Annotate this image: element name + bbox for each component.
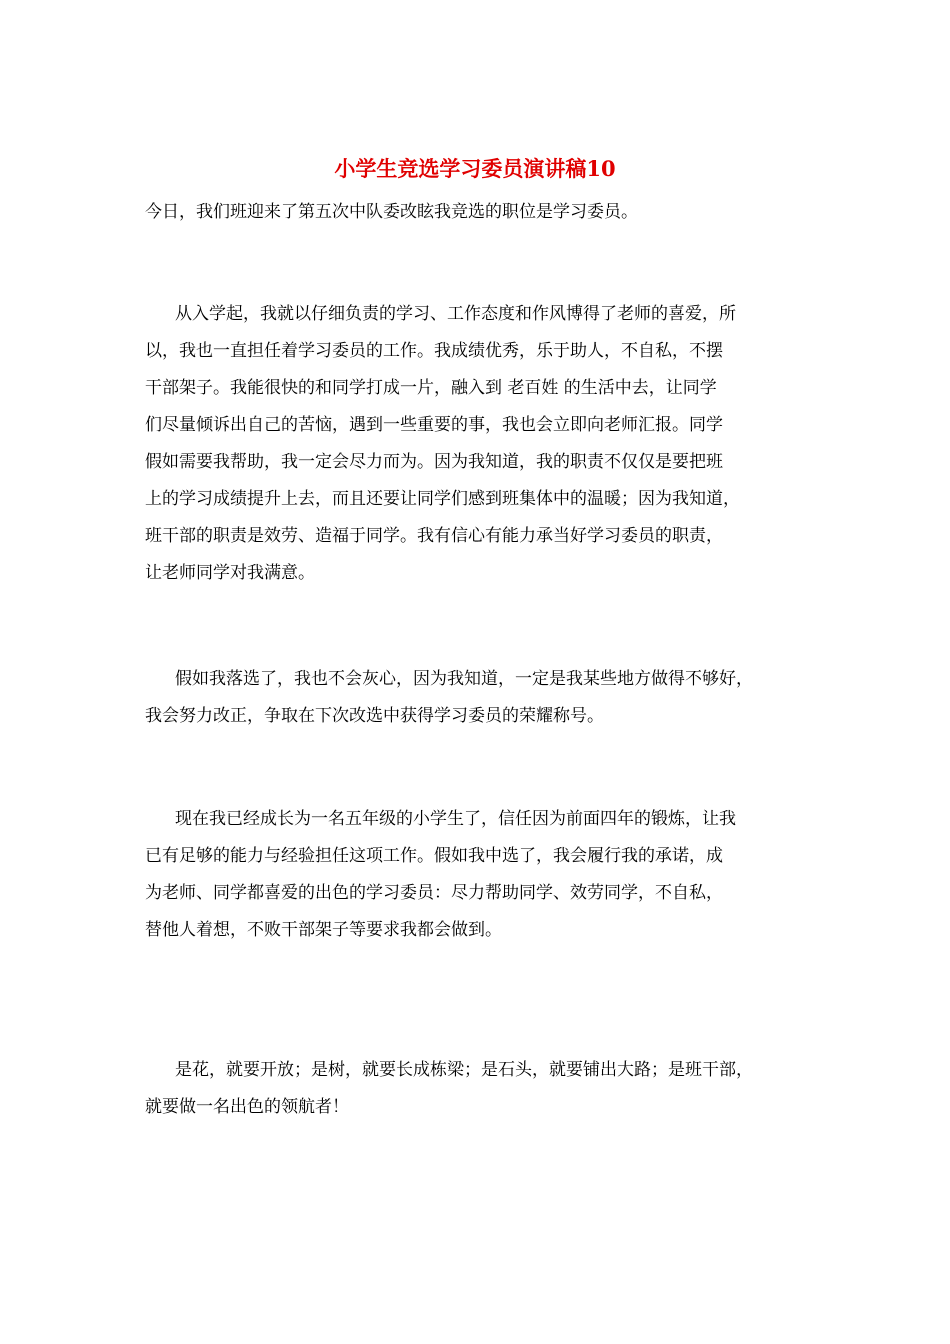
paragraph-1-line-5: 假如需要我帮助，我一定会尽力而为。因为我知道，我的职责不仅仅是要把班 xyxy=(145,452,723,472)
paragraph-3-line-4: 替他人着想，不败干部架子等要求我都会做到。 xyxy=(145,920,502,940)
paragraph-1-line-2: 以，我也一直担任着学习委员的工作。我成绩优秀，乐于助人，不自私，不摆 xyxy=(145,341,723,361)
paragraph-2-line-1: 假如我落选了，我也不会灰心，因为我知道，一定是我某些地方做得不够好， xyxy=(175,669,753,689)
intro-line: 今日，我们班迎来了第五次中队委改眩我竞选的职位是学习委员。 xyxy=(145,202,638,222)
paragraph-1-line-6: 上的学习成绩提升上去，而且还要让同学们感到班集体中的温暖；因为我知道， xyxy=(145,489,740,509)
paragraph-1-line-1: 从入学起，我就以仔细负责的学习、工作态度和作风博得了老师的喜爱，所 xyxy=(175,304,736,324)
paragraph-4-line-2: 就要做一名出色的领航者！ xyxy=(145,1097,349,1117)
paragraph-1-line-3: 干部架子。我能很快的和同学打成一片，融入到 老百姓 的生活中去，让同学 xyxy=(145,378,717,398)
paragraph-3-line-1: 现在我已经成长为一名五年级的小学生了，信任因为前面四年的锻炼，让我 xyxy=(175,809,736,829)
paragraph-1-line-7: 班干部的职责是效劳、造福于同学。我有信心有能力承当好学习委员的职责， xyxy=(145,526,723,546)
paragraph-1-line-8: 让老师同学对我满意。 xyxy=(145,563,315,583)
paragraph-3-line-2: 已有足够的能力与经验担任这项工作。假如我中选了，我会履行我的承诺，成 xyxy=(145,846,723,866)
paragraph-1-line-4: 们尽量倾诉出自己的苦恼，遇到一些重要的事，我也会立即向老师汇报。同学 xyxy=(145,415,723,435)
paragraph-2-line-2: 我会努力改正，争取在下次改选中获得学习委员的荣耀称号。 xyxy=(145,706,604,726)
paragraph-4-line-1: 是花，就要开放；是树，就要长成栋梁；是石头，就要铺出大路；是班干部， xyxy=(175,1060,753,1080)
document-title: 小学生竞选学习委员演讲稿10 xyxy=(334,156,616,181)
paragraph-3-line-3: 为老师、同学都喜爱的出色的学习委员：尽力帮助同学、效劳同学，不自私， xyxy=(145,883,723,903)
